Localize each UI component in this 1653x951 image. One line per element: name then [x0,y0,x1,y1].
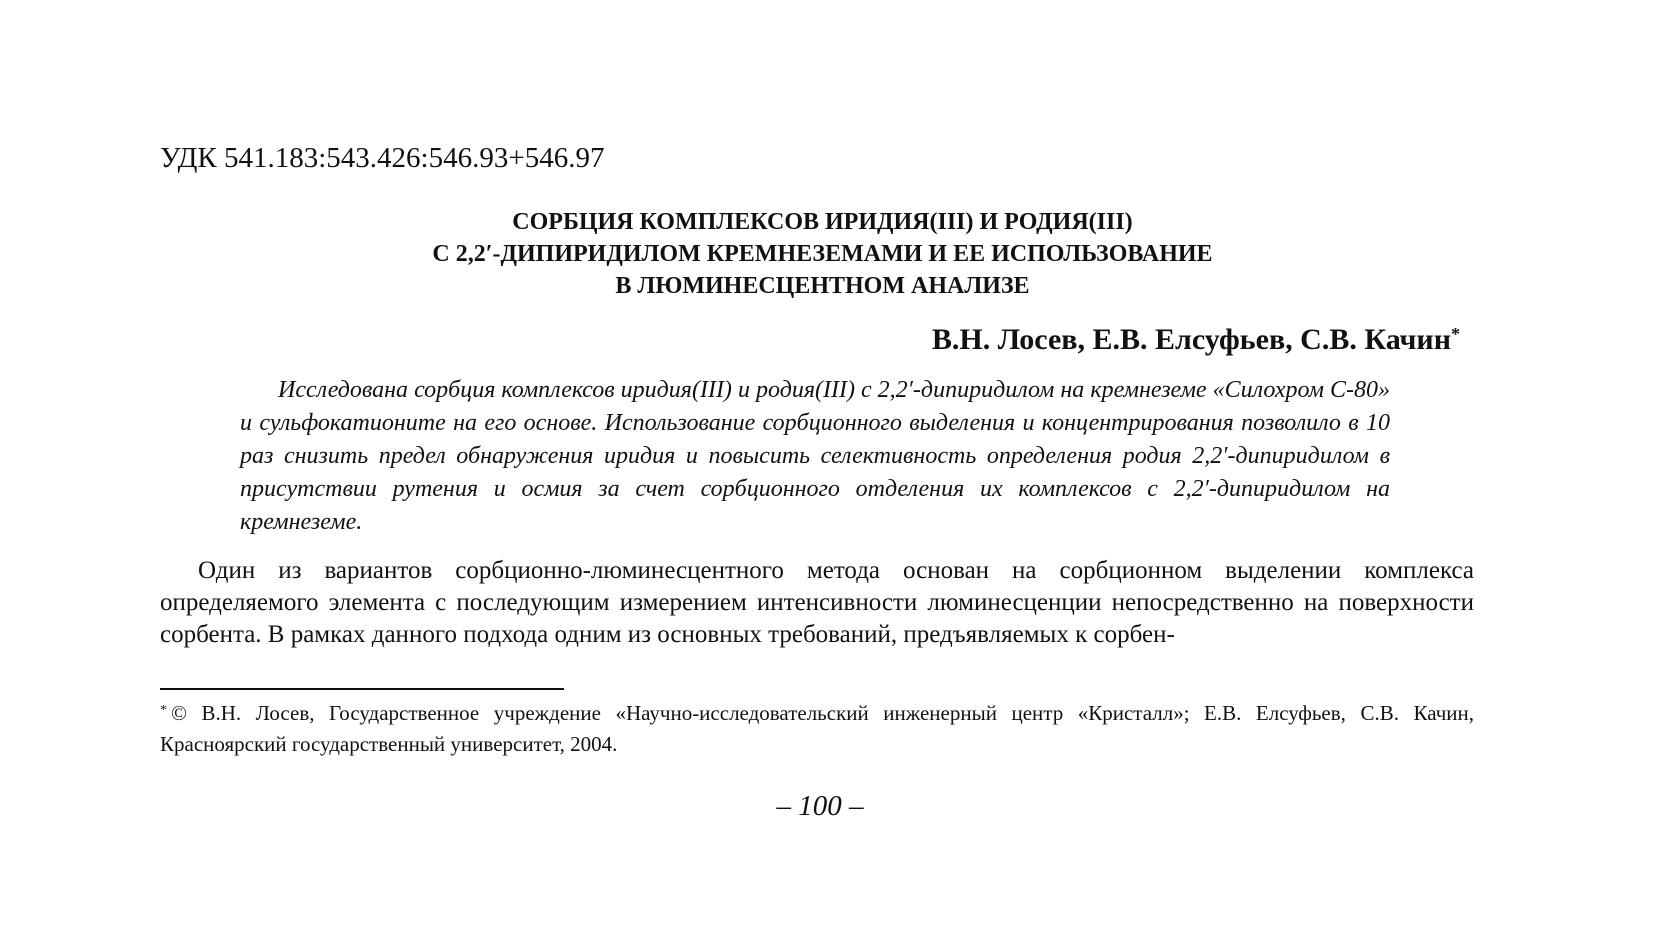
footnote-mark: * [160,703,167,718]
page-number: – 100 – [776,790,864,822]
authors-line [700,322,1460,358]
author-footnote-mark: * [1451,324,1460,344]
author-names: В.Н. Лосев, Е.В. Елсуфьев, С.В. Качин [931,323,1451,356]
footnote-divider [160,688,564,690]
title-line-3: В ЛЮМИНЕСЦЕНТНОМ АНАЛИЗЕ [615,273,1030,299]
footnote-text: © В.Н. Лосев, Государственное учреждение «Научно-исследовательский инженерный центр «Кристалл»; Е.В. Елсуфьев, С.В. Качин, Красноярский государственный университет, 2004. [160,701,1474,756]
udk-code: УДК 541.183:543.426:546.93+546.97 [160,142,605,174]
article-title [160,206,1485,302]
title-line-2: С 2,2′-ДИПИРИДИЛОМ КРЕМНЕЗЕМАМИ И ЕЕ ИСПОЛЬЗОВАНИЕ [432,241,1213,267]
abstract: Исследована сорбция комплексов иридия(III) и родия(III) с 2,2′-дипиридилом на кремнеземе «Силохром С-80» и сульфокатионите на его основе. Использование сорбционного выделения и концентрирования позволило в 10 раз снизить предел обнаружения иридия и повысить селективность определения родия 2,2′-дипиридилом в присутствии рутения и осмия за счет сорбционного отделения их комплексов с 2,2′-дипиридилом на кремнеземе. [240,377,1390,535]
footnote [160,698,1474,760]
body-paragraph: Один из вариантов сорбционно-люминесцентного метода основан на сорбционном выделении комплекса определяемого элемента с последующим измерением интенсивности люминесценции непосредственно на поверхности сорбента. В рамках данного подхода одним из основных требований, предъявляемых к сорбен- [160,557,1474,648]
title-line-1: СОРБЦИЯ КОМПЛЕКСОВ ИРИДИЯ(III) И РОДИЯ(III) [512,209,1133,235]
